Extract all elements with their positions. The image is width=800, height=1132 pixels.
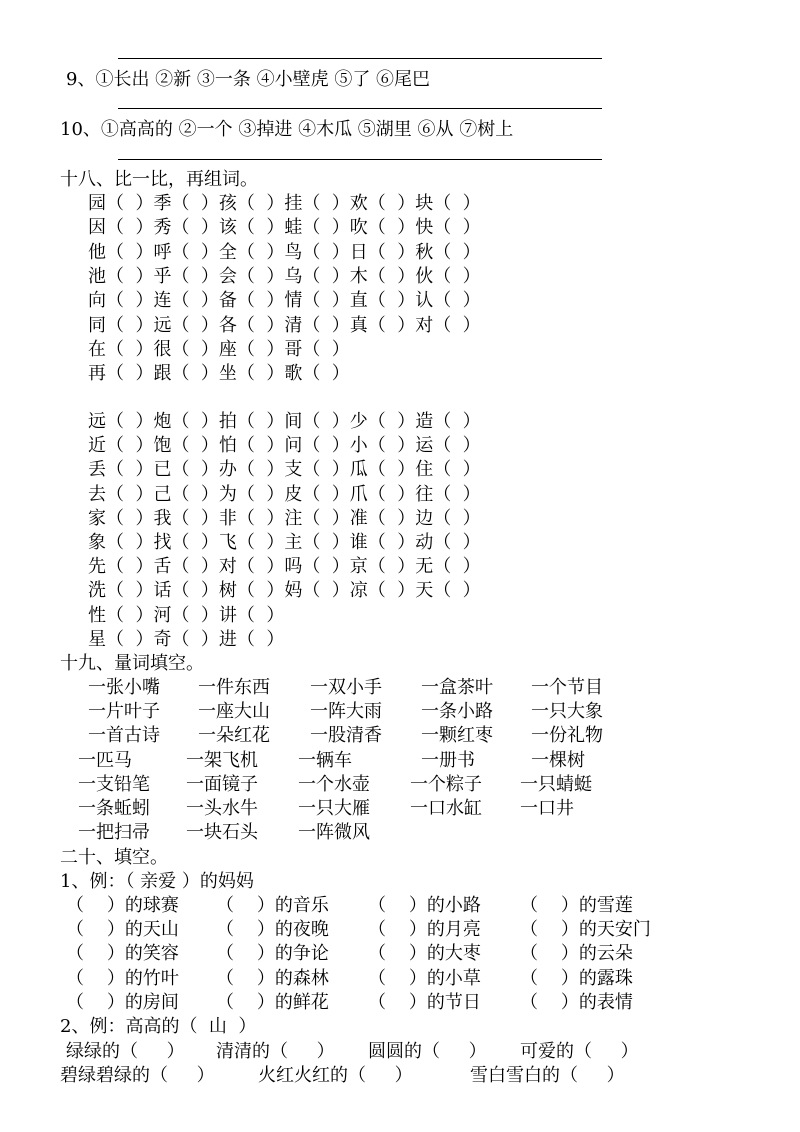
compare-row: 再（ ）跟（ ）坐（ ）歌（ ） <box>88 363 350 385</box>
fill-blank-item: （ ）的森林 <box>216 967 329 989</box>
section-19-title: 十九、量词填空。 <box>60 653 204 674</box>
section-20-example-2: 2、例：高高的（ 山 ） <box>60 1016 257 1037</box>
fill-blank-item: 碧绿碧绿的（ ） <box>60 1065 215 1086</box>
question-9: 9、①长出 ②新 ③一条 ④小壁虎 ⑤了 ⑥尾巴 <box>66 69 431 90</box>
fill-blank-item: （ ）的球赛 <box>66 895 179 916</box>
fill-blank-item: （ ）的夜晚 <box>216 919 329 941</box>
measure-word-item: 一支铅笔 <box>78 773 150 795</box>
measure-word-item: 一张小嘴 <box>88 677 160 698</box>
compare-row: 星（ ）奇（ ）进（ ） <box>88 628 285 650</box>
fill-blank-item: （ ）的音乐 <box>216 895 329 916</box>
measure-word-item: 一头水牛 <box>186 798 258 819</box>
measure-word-item: 一块石头 <box>186 822 258 844</box>
compare-row: 远（ ）炮（ ）拍（ ）间（ ）少（ ）造（ ） <box>88 411 481 432</box>
measure-word-item: 一条蚯蚓 <box>78 798 150 819</box>
measure-word-item: 一面镜子 <box>186 773 258 795</box>
fill-blank-item: （ ）的云朵 <box>520 943 633 965</box>
fill-blank-item: （ ）的竹叶 <box>66 967 179 989</box>
fill-blank-item: （ ）的露珠 <box>520 967 633 989</box>
measure-word-item: 一只蜻蜓 <box>520 773 592 795</box>
measure-word-item: 一朵红花 <box>198 725 270 747</box>
measure-word-item: 一辆车 <box>298 749 352 771</box>
compare-row: 近（ ）饱（ ）怕（ ）问（ ）小（ ）运（ ） <box>88 435 481 457</box>
measure-word-item: 一件东西 <box>198 677 270 698</box>
fill-blank-item: （ ）的争论 <box>216 943 329 965</box>
compare-row: 去（ ）己（ ）为（ ）皮（ ）爪（ ）往（ ） <box>88 483 481 505</box>
fill-blank-item: （ ）的雪莲 <box>520 895 633 916</box>
answer-line-10b <box>118 159 602 160</box>
measure-word-item: 一册书 <box>421 749 475 771</box>
measure-word-item: 一阵大雨 <box>310 701 382 723</box>
fill-blank-item: 雪白雪白的（ ） <box>470 1065 625 1086</box>
fill-blank-item: （ ）的小路 <box>368 895 481 916</box>
fill-blank-item: （ ）的节日 <box>368 991 481 1013</box>
compare-row: 园（ ）季（ ）孩（ ）挂（ ）欢（ ）块（ ） <box>88 193 481 214</box>
measure-word-item: 一双小手 <box>310 677 382 698</box>
fill-blank-item: 清清的（ ） <box>216 1041 335 1062</box>
fill-blank-item: 可爱的（ ） <box>520 1041 639 1062</box>
fill-blank-item: （ ）的鲜花 <box>216 991 329 1013</box>
fill-blank-item: （ ）的小草 <box>368 967 481 989</box>
measure-word-item: 一个粽子 <box>410 773 482 795</box>
compare-row: 他（ ）呼（ ）全（ ）鸟（ ）日（ ）秋（ ） <box>88 241 481 263</box>
measure-word-item: 一条小路 <box>421 701 493 723</box>
measure-word-item: 一股清香 <box>310 725 382 747</box>
measure-word-item: 一只大象 <box>531 701 603 723</box>
measure-word-item: 一只大雁 <box>298 798 370 819</box>
fill-blank-item: 火红火红的（ ） <box>258 1065 413 1086</box>
fill-blank-item: 圆圆的（ ） <box>368 1041 487 1062</box>
measure-word-item: 一棵树 <box>531 749 585 771</box>
measure-word-item: 一架飞机 <box>186 749 258 771</box>
measure-word-item: 一盒茶叶 <box>421 677 493 698</box>
section-20-title: 二十、填空。 <box>60 847 168 868</box>
answer-line-10 <box>118 108 602 109</box>
fill-blank-item: 绿绿的（ ） <box>66 1041 185 1062</box>
fill-blank-item: （ ）的笑容 <box>66 943 179 965</box>
measure-word-item: 一口水缸 <box>410 798 482 819</box>
compare-row: 象（ ）找（ ）飞（ ）主（ ）谁（ ）动（ ） <box>88 532 481 553</box>
compare-row: 向（ ）连（ ）备（ ）情（ ）直（ ）认（ ） <box>88 290 481 312</box>
section-18-title: 十八、比一比，再组词。 <box>60 169 258 190</box>
compare-row: 洗（ ）话（ ）树（ ）妈（ ）凉（ ）天（ ） <box>88 580 481 602</box>
measure-word-item: 一口井 <box>520 798 574 819</box>
measure-word-item: 一个节目 <box>531 677 603 698</box>
compare-row: 同（ ）远（ ）各（ ）清（ ）真（ ）对（ ） <box>88 314 481 336</box>
measure-word-item: 一阵微风 <box>298 822 370 844</box>
compare-row: 先（ ）舌（ ）对（ ）吗（ ）京（ ）无（ ） <box>88 556 481 578</box>
measure-word-item: 一把扫帚 <box>78 822 150 844</box>
measure-word-item: 一匹马 <box>78 749 132 771</box>
measure-word-item: 一座大山 <box>198 701 270 723</box>
fill-blank-item: （ ）的表情 <box>520 991 633 1013</box>
fill-blank-item: （ ）的天山 <box>66 919 179 941</box>
fill-blank-item: （ ）的天安门 <box>520 919 651 941</box>
answer-line-9 <box>118 58 602 59</box>
fill-blank-item: （ ）的大枣 <box>368 943 481 965</box>
measure-word-item: 一份礼物 <box>531 725 603 747</box>
measure-word-item: 一片叶子 <box>88 701 160 723</box>
measure-word-item: 一首古诗 <box>88 725 160 747</box>
section-20-example-1: 1、例：（ 亲爱 ）的妈妈 <box>60 871 254 892</box>
measure-word-item: 一颗红枣 <box>421 725 493 747</box>
compare-row: 在（ ）很（ ）座（ ）哥（ ） <box>88 338 350 360</box>
question-10: 10、①高高的 ②一个 ③掉进 ④木瓜 ⑤湖里 ⑥从 ⑦树上 <box>60 119 514 140</box>
compare-row: 家（ ）我（ ）非（ ）注（ ）准（ ）边（ ） <box>88 507 481 529</box>
fill-blank-item: （ ）的房间 <box>66 991 179 1013</box>
measure-word-item: 一个水壶 <box>298 773 370 795</box>
compare-row: 池（ ）乎（ ）会（ ）乌（ ）木（ ）伙（ ） <box>88 265 481 287</box>
compare-row: 丢（ ）已（ ）办（ ）支（ ）瓜（ ）住（ ） <box>88 459 481 481</box>
compare-row: 因（ ）秀（ ）该（ ）蛙（ ）吹（ ）快（ ） <box>88 217 481 239</box>
fill-blank-item: （ ）的月亮 <box>368 919 481 941</box>
compare-row: 性（ ）河（ ）讲（ ） <box>88 604 285 626</box>
